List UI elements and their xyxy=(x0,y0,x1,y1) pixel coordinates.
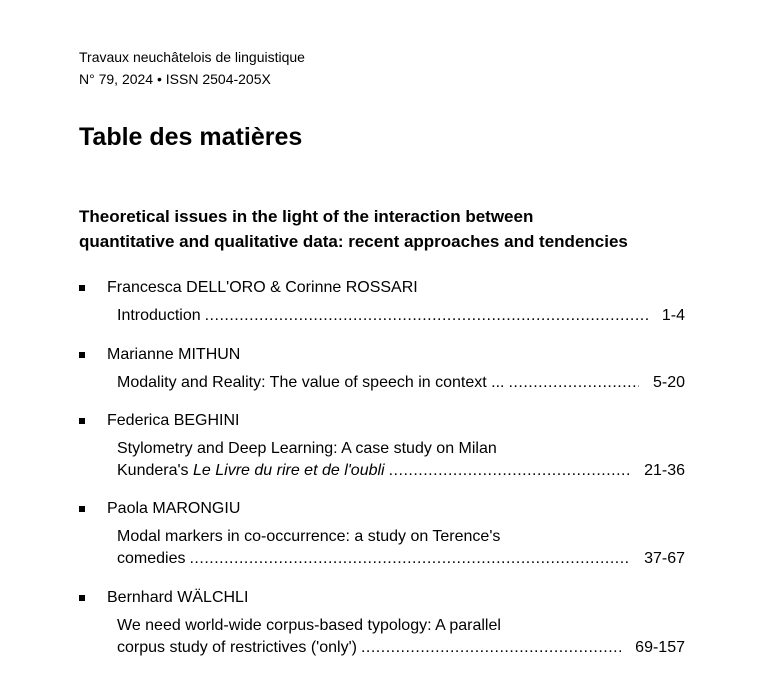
dot-leader xyxy=(205,305,648,327)
journal-header xyxy=(79,46,305,90)
entry-title-line[interactable] xyxy=(117,615,685,637)
entry-title-line[interactable] xyxy=(117,305,685,327)
dot-leader xyxy=(389,460,630,482)
entry-title: Modality and Reality: The value of speech in context ... xyxy=(117,374,505,391)
toc-entry xyxy=(79,277,685,327)
dot-leader xyxy=(189,548,630,570)
dot-leader xyxy=(361,637,621,659)
entry-title-line[interactable] xyxy=(117,372,685,394)
entry-title: Modal markers in co-occurrence: a study on Terence's xyxy=(117,528,501,545)
bullet-icon xyxy=(79,595,85,601)
entry-title-line[interactable] xyxy=(117,548,685,570)
toc-entry xyxy=(79,587,685,659)
entry-title: Introduction xyxy=(117,307,201,324)
entry-title-continued: corpus study of restrictives ('only') xyxy=(117,639,357,656)
entry-pages: 21-36 xyxy=(644,462,685,479)
toc-entry xyxy=(79,498,685,570)
entry-title-line[interactable] xyxy=(117,460,685,482)
section-heading xyxy=(79,204,628,254)
entry-author: Marianne MITHUN xyxy=(107,346,241,363)
entry-title-line[interactable] xyxy=(117,637,685,659)
entry-pages: 69-157 xyxy=(635,639,685,656)
entry-pages: 5-20 xyxy=(652,374,685,391)
page-title: Table des matières xyxy=(79,123,303,151)
bullet-icon xyxy=(79,352,85,358)
toc-entry xyxy=(79,344,685,394)
entry-title-line[interactable] xyxy=(117,438,685,460)
journal-issue: N° 79, 2024 • ISSN 2504-205X xyxy=(79,71,271,87)
entry-title-line[interactable] xyxy=(117,526,685,548)
section-heading-line-1: Theoretical issues in the light of the interaction between xyxy=(79,207,534,226)
toc-entry xyxy=(79,410,685,482)
entry-author: Paola MARONGIU xyxy=(107,500,241,517)
journal-name: Travaux neuchâtelois de linguistique xyxy=(79,49,305,65)
entry-author: Francesca DELL'ORO & Corinne ROSSARI xyxy=(107,279,418,296)
bullet-icon xyxy=(79,506,85,512)
entry-title: We need world-wide corpus-based typology: A parallel xyxy=(117,617,501,634)
entry-pages: 37-67 xyxy=(644,550,685,567)
entry-pages: 1-4 xyxy=(661,307,685,324)
dot-leader xyxy=(508,372,638,394)
entry-author: Federica BEGHINI xyxy=(107,412,240,429)
bullet-icon xyxy=(79,285,85,291)
entry-title-italic: Le Livre du rire et de l'oubli xyxy=(193,462,385,479)
entry-title: Stylometry and Deep Learning: A case study on Milan xyxy=(117,440,497,457)
entry-author: Bernhard WÄLCHLI xyxy=(107,589,249,606)
bullet-icon xyxy=(79,418,85,424)
entry-title-continued: Kundera's Le Livre du rire et de l'oubli xyxy=(117,462,385,479)
entry-title-continued: comedies xyxy=(117,550,186,567)
section-heading-line-2: quantitative and qualitative data: recent approaches and tendencies xyxy=(79,232,628,251)
